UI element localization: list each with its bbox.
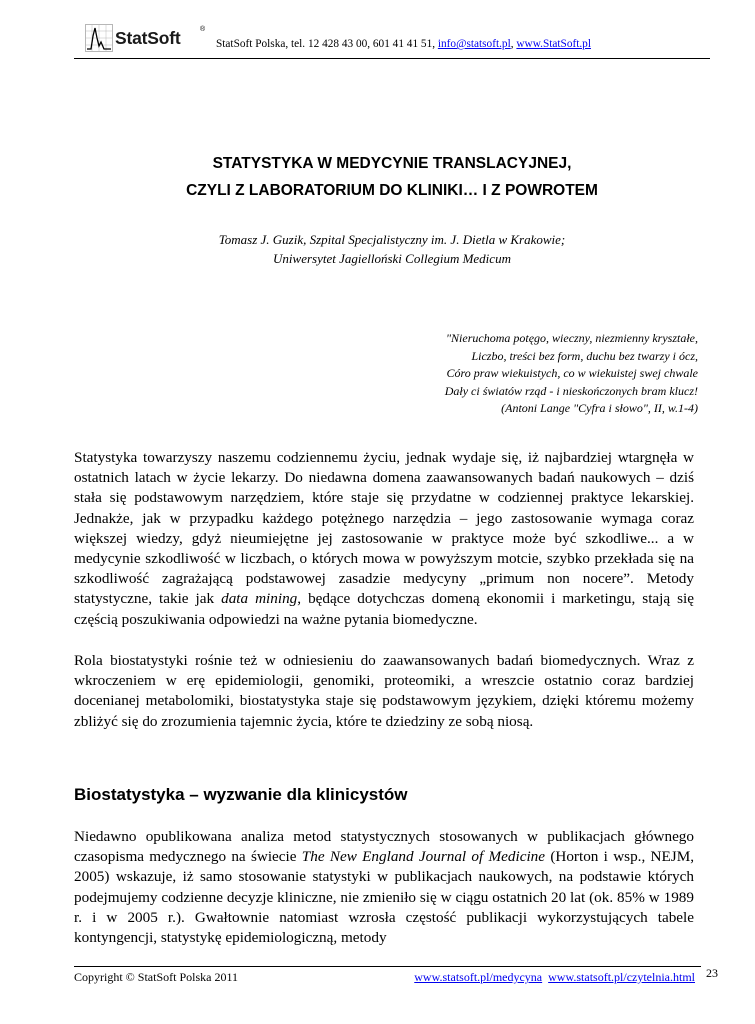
epigraph-attribution: (Antoni Lange "Cyfra i słowo", II, w.1-4)	[501, 401, 698, 415]
epigraph-line: Dały ci światów rząd - i nieskończonych bram klucz!	[444, 383, 698, 398]
contact-separator: ,	[510, 38, 517, 50]
epigraph	[445, 330, 698, 418]
epigraph-line: Liczbo, treści bez form, duchu bez twarzy i ócz,	[471, 348, 698, 363]
paragraph-biostatistics-role	[74, 651, 694, 732]
contact-line	[216, 38, 591, 50]
page-number: 23	[706, 966, 718, 980]
header-divider	[74, 58, 710, 59]
footer-links	[414, 970, 695, 985]
emphasis-text: data mining	[221, 590, 298, 608]
author-affiliation	[74, 230, 710, 268]
paragraph-text: Statystyka towarzyszy naszemu codziennemu życiu, jednak wydaje się, iż najbardziej wtargnęła w ostatnich latach w życie lekarzy. Do niedawna domena zaawansowanych badań naukowych – dziś stała się podstawowym narzędziem, które staje się przydatne w codziennej praktyce lekarskiej. Jednakże, jak w przypadku każdego potężnego narzędzia – jego zastosowanie wymaga coraz większej wiedzy, gdyż nieumiejętne jej zastosowanie w praktyce może być szkodliwe... a w medycynie szkodliwość w liczbach, o których mowa w powyższym motcie, szybko przekłada się na szkodliwość zagrażającą podstawowej zasadzie medycyny „primum non nocere”. Metody statystyczne, takie jak	[74, 449, 694, 608]
footer-copyright: Copyright © StatSoft Polska 2011	[74, 970, 239, 984]
contact-phone-text: StatSoft Polska, tel. 12 428 43 00, 601 41 41 51,	[216, 38, 438, 50]
statsoft-logo	[85, 24, 209, 54]
epigraph-line: "Nieruchoma potęgo, wieczny, niezmienny kryształe,	[446, 331, 698, 345]
paragraph-text: (Horton i wsp., NEJM, 2005) wskazuje, iż samo stosowanie statystyki w publikacjach naukowych, na podstawie których podejmujemy codzienne decyzje kliniczne, nie zmieniło się w ciągu ostatnich 20 lat (ok. 85% w 1989 r. i w 2005 r.). Gwałtownie natomiast wzrosła częstość publikacji wykorzystujących tabele kontyngencji, statystykę epidemiologiczną, metody	[74, 848, 695, 947]
footer-link-medycyna[interactable]: www.statsoft.pl/medycyna	[414, 970, 543, 984]
page-header	[85, 24, 710, 58]
title-line-2: CZYLI Z LABORATORIUM DO KLINIKI… I Z POWROTEM	[186, 182, 598, 199]
paragraph-nejm-analysis	[74, 827, 694, 948]
logo-wordmark: StatSoft	[115, 28, 181, 48]
paragraph-text: , będące dotychczas domeną ekonomii i marketingu, stają się częścią poszukiwania odpowiedzi na ważne pytania biomedyczne.	[74, 590, 694, 628]
paragraph-text: Niedawno opublikowana analiza metod statystycznych stosowanych w publikacjach głównego czasopisma medycznego na świecie	[74, 828, 694, 866]
journal-title: The New England Journal of Medicine	[301, 848, 546, 866]
footer-divider	[74, 966, 701, 967]
author-line-1: Tomasz J. Guzik, Szpital Specjalistyczny im. J. Dietla w Krakowie;	[218, 232, 566, 247]
title-line-1: STATYSTYKA W MEDYCYNIE TRANSLACYJNEJ,	[212, 155, 572, 172]
footer-link-czytelnia[interactable]: www.statsoft.pl/czytelnia.html	[548, 970, 695, 984]
email-link[interactable]: info@statsoft.pl	[437, 38, 511, 50]
paragraph-intro	[74, 448, 694, 630]
paragraph-text: Rola biostatystyki rośnie też w odniesieniu do zaawansowanych badań biomedycznych. Wraz z wkroczeniem w erę epidemiologii, genomiki, proteomiki, a wreszcie ostatnio coraz bardziej docenianej metabolomiki, biostatystyka staje się podstawowym językiem, dzięki któremu możemy zbliżyć się do zrozumienia tajemnic życia, które te dziedziny ze sobą niosą.	[74, 652, 694, 730]
epigraph-line: Córo praw wiekuistych, co w wiekuistej swej chwale	[446, 366, 698, 380]
chart-logo-icon	[85, 24, 113, 52]
website-link[interactable]: www.StatSoft.pl	[516, 38, 591, 50]
registered-mark: ®	[200, 26, 206, 33]
article-title	[74, 150, 710, 204]
section-heading: Biostatystyka – wyzwanie dla klinicystów	[74, 785, 408, 804]
author-line-2: Uniwersytet Jagielloński Collegium Medicum	[273, 251, 511, 266]
